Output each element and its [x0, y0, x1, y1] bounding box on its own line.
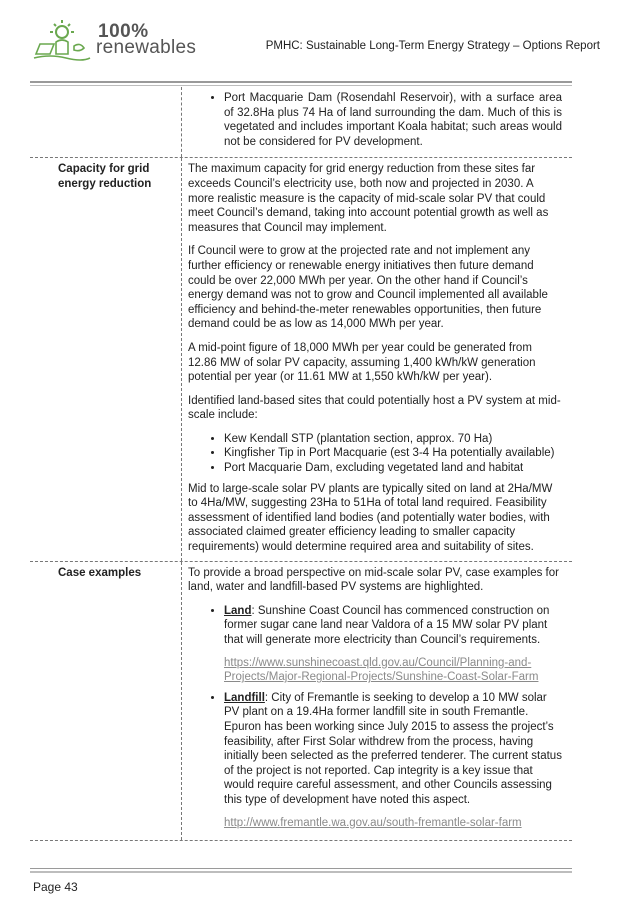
bullet-list	[188, 432, 562, 476]
case-term: Landfill	[224, 691, 265, 704]
row-label: Case examples	[30, 562, 182, 841]
list-item: • Port Macquarie Dam (Rosendahl Reservoir), with a surface area of 32.8Ha plus 74 Ha of land surrounding the dam. Much of this is vegetated and includes important Koala habitat; such areas would not be considered for PV development.	[224, 91, 562, 149]
paragraph: Mid to large-scale solar PV plants are typically sited on land at 2Ha/MW to 4Ha/MW, suggesting 23Ha to 51Ha of total land required. Feasibility assessment of identified land bodies (and potentially water bodies, with associated claimed greater efficiency leading to smaller capacity requirements) would determine required area and suitability of sites.	[188, 482, 553, 554]
case-text: : City of Fremantle is seeking to develop a 10 MW solar PV plant on a 19.4Ha former landfill site in south Fremantle. Epuron has been working since July 2015 to assess the project’s feasibility, after First Solar withdrew from the process, having initially been selected as the preferred tenderer. The current status of the project is not reported. Cap integrity is a key issue that would require careful assessment, and other Councils assessing this type of development have noted this aspect.	[224, 691, 562, 806]
list-item: • Kew Kendall STP (plantation section, approx. 70 Ha)	[224, 432, 562, 447]
case-list	[188, 604, 562, 830]
row-content	[182, 87, 572, 157]
paragraph: The maximum capacity for grid energy reduction from these sites far exceeds Council’s electricity use, both now and projected in 2030. A more realistic measure is the capacity of mid-scale solar PV that could meet Council’s demand, taking into account potential growth as well as measures that Council may implement.	[188, 163, 549, 234]
list-item: • Port Macquarie Dam, excluding vegetated land and habitat	[224, 461, 562, 476]
logo	[30, 18, 230, 63]
list-item: • Kingfisher Tip in Port Macquarie (est 3-4 Ha potentially available)	[224, 446, 562, 461]
header-rule-thin	[30, 85, 572, 86]
bullet-list	[188, 91, 562, 149]
report-title: PMHC: Sustainable Long-Term Energy Strategy – Options Report	[265, 40, 600, 52]
options-table	[30, 87, 572, 841]
page-number: Page 43	[33, 880, 78, 894]
paragraph: To provide a broad perspective on mid-scale solar PV, case examples for land, water and landfill-based PV systems are highlighted.	[188, 566, 559, 594]
row-content	[182, 562, 572, 841]
paragraph: If Council were to grow at the projected rate and not implement any further efficiency or renewable energy initiatives then future demand could be over 22,000 MWh per year. On the other hand if Council’s energy demand was not to grow and Council implemented all available efficiency and behind-the-meter renewables opportunities, then future demand could be as low as 14,000 MWh per year.	[188, 245, 548, 331]
header-rule	[30, 81, 572, 83]
list-item	[224, 691, 562, 830]
footer-rule	[30, 868, 572, 869]
table-row	[30, 87, 572, 158]
row-content	[182, 158, 572, 560]
paragraph: A mid-point figure of 18,000 MWh per year could be generated from 12.86 MW of solar PV capacity, assuming 1,400 kWh/kW generation potential per year (or 11.61 MW at 1,550 kWh/kW per year).	[188, 341, 536, 384]
logo-text-word: renewables	[96, 37, 197, 58]
paragraph: Identified land-based sites that could potentially host a PV system at mid-scale include:	[188, 394, 561, 422]
case-text: : Sunshine Coast Council has commenced construction on former sugar cane land near Valdora of a 15 MW solar PV plant that will generate more electricity than Council’s requirements.	[224, 604, 550, 646]
table-row	[30, 158, 572, 561]
case-term: Land	[224, 604, 252, 617]
row-label	[30, 87, 182, 157]
table-row	[30, 562, 572, 842]
row-label: Capacity for grid energy reduction	[30, 158, 182, 560]
logo-text-percent: 100%	[98, 21, 149, 42]
page-header	[30, 18, 600, 68]
list-item	[224, 604, 562, 685]
sun-panel-icon	[30, 18, 94, 62]
case-link[interactable]: https://www.sunshinecoast.qld.gov.au/Council/Planning-and-Projects/Major-Regional-Projects/Sunshine-Coast-Solar-Farm	[224, 656, 539, 684]
case-link[interactable]: http://www.fremantle.wa.gov.au/south-fremantle-solar-farm	[224, 816, 522, 829]
footer-rule-thick	[30, 871, 572, 873]
